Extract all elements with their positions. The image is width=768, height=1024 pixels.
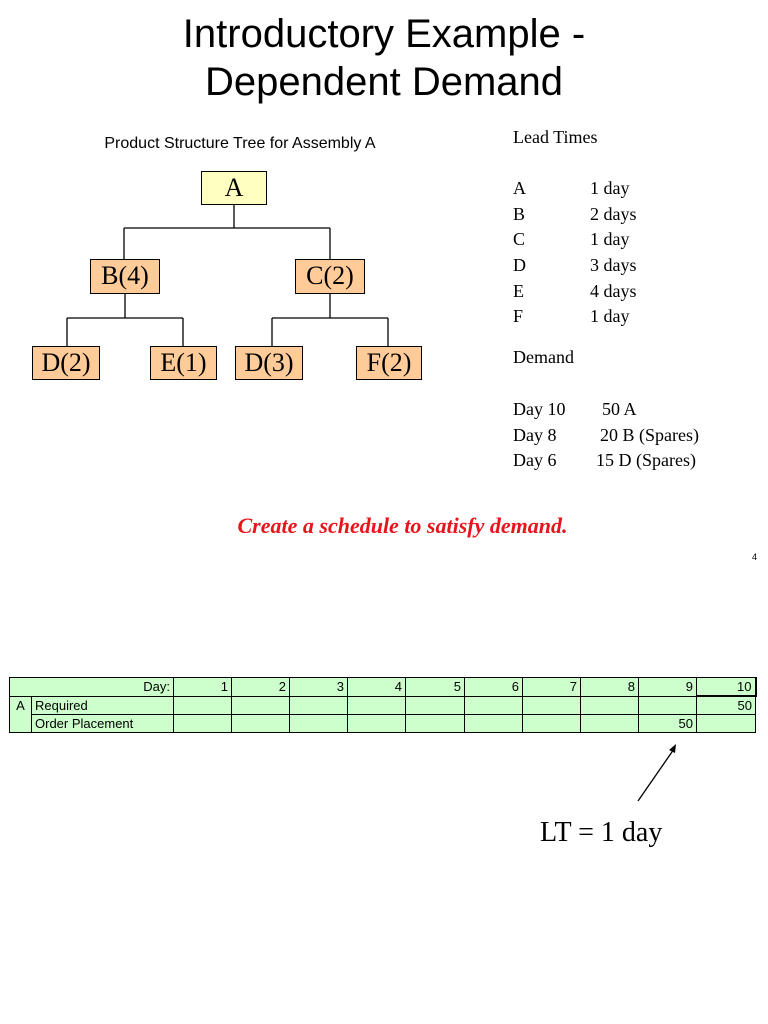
item-label: A: [10, 696, 32, 715]
title-line-2: Dependent Demand: [204, 60, 564, 104]
lead-time-annotation: LT = 1 day: [540, 817, 663, 848]
row-label: Required: [32, 696, 174, 715]
tree-node-f2: F(2): [356, 346, 422, 380]
schedule-cell: [348, 696, 406, 715]
lead-time-item: C: [513, 229, 526, 249]
schedule-cell: [406, 715, 465, 733]
schedule-cell: [465, 715, 523, 733]
lead-time-item: F: [513, 306, 524, 326]
schedule-corner: [10, 678, 32, 697]
schedule-row-required: [10, 696, 756, 715]
tree-node-c: C(2): [295, 259, 365, 294]
tree-node-e1: E(1): [150, 346, 217, 380]
day-header: 8: [581, 678, 639, 697]
tree-caption: Product Structure Tree for Assembly A: [104, 135, 376, 152]
schedule-table: [9, 677, 757, 733]
lead-time-item: B: [513, 204, 526, 224]
schedule-cell: [639, 696, 697, 715]
lead-time-value: 1 day: [590, 229, 630, 249]
tree-node-a: A: [201, 171, 267, 205]
day-header: 9: [639, 678, 697, 697]
lead-time-item: D: [513, 255, 526, 275]
lead-time-value: 1 day: [590, 178, 630, 198]
schedule-cell: [290, 715, 348, 733]
schedule-cell: [290, 696, 348, 715]
row-label: Order Placement: [32, 715, 174, 733]
schedule-cell: [523, 696, 581, 715]
day-header: 2: [232, 678, 290, 697]
day-header: 7: [523, 678, 581, 697]
demand-qty: 50 A: [602, 399, 637, 419]
schedule-cell: [232, 696, 290, 715]
schedule-cell: [348, 715, 406, 733]
day-header: 6: [465, 678, 523, 697]
lead-time-value: 4 days: [590, 281, 637, 301]
day-label: Day:: [32, 678, 174, 697]
day-header: 4: [348, 678, 406, 697]
schedule-cell: [581, 696, 639, 715]
lead-time-value: 2 days: [590, 204, 637, 224]
lead-time-value: 1 day: [590, 306, 630, 326]
schedule-cell: [406, 696, 465, 715]
schedule-cell: 50: [639, 715, 697, 733]
schedule-row-order-placement: [10, 715, 756, 733]
demand-qty: 20 B (Spares): [600, 425, 699, 445]
schedule-header-row: [10, 678, 756, 697]
page-number: 4: [752, 552, 758, 562]
tree-node-b: B(4): [90, 259, 160, 294]
tree-node-d3: D(3): [235, 346, 303, 380]
day-header: 10: [697, 678, 756, 697]
schedule-cell: [697, 715, 756, 733]
schedule-cell: [174, 715, 232, 733]
item-label-empty: [10, 715, 32, 733]
tree-node-d2: D(2): [32, 346, 100, 380]
schedule-cell: [523, 715, 581, 733]
day-header: 3: [290, 678, 348, 697]
day-header: 5: [406, 678, 465, 697]
schedule-cell: [465, 696, 523, 715]
demand-day: Day 10: [513, 399, 566, 419]
lead-times-heading: Lead Times: [513, 127, 598, 147]
title-line-1: Introductory Example -: [182, 12, 586, 56]
demand-qty: 15 D (Spares): [596, 450, 696, 470]
lead-time-item: E: [513, 281, 524, 301]
slide-title: [0, 10, 768, 106]
call-to-action: Create a schedule to satisfy demand.: [237, 513, 568, 538]
day-header: 1: [174, 678, 232, 697]
demand-day: Day 8: [513, 425, 557, 445]
demand-heading: Demand: [513, 347, 574, 367]
schedule-cell: [232, 715, 290, 733]
schedule-cell: [581, 715, 639, 733]
schedule-cell: 50: [697, 696, 756, 715]
lead-time-item: A: [513, 178, 526, 198]
schedule-cell: [174, 696, 232, 715]
demand-day: Day 6: [513, 450, 557, 470]
lead-time-value: 3 days: [590, 255, 637, 275]
